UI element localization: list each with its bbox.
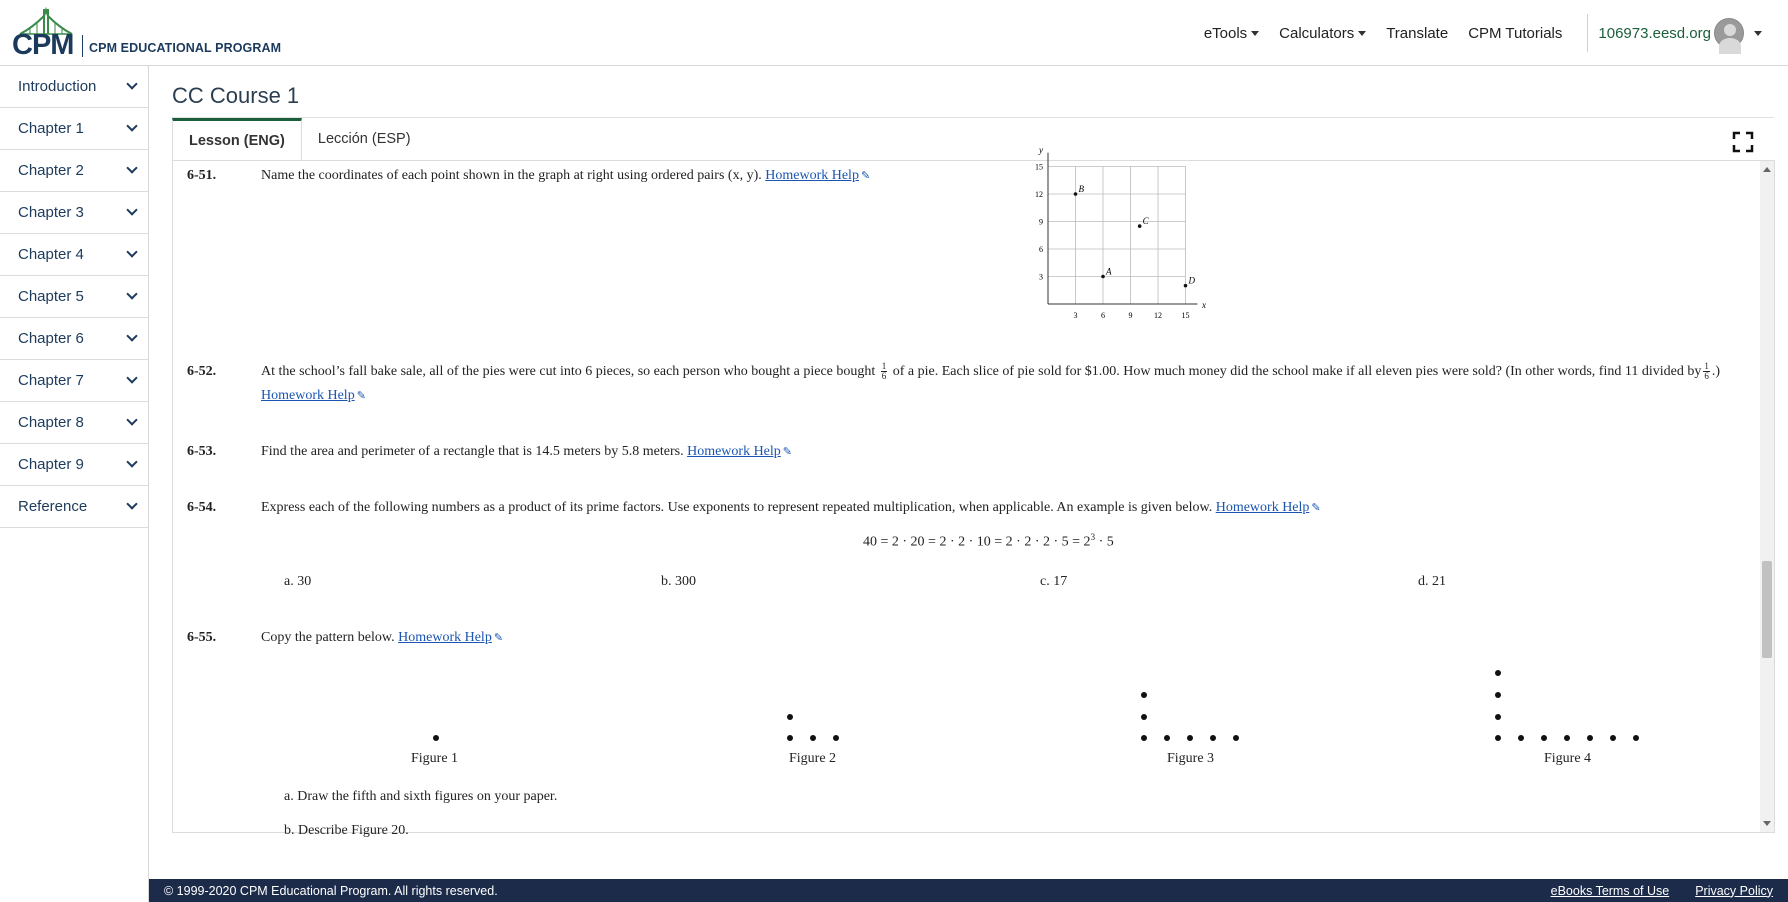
chevron-down-icon [126, 78, 137, 89]
x-tick-label: 12 [1154, 311, 1162, 320]
pattern-dot [1495, 714, 1501, 720]
logo-divider [82, 35, 83, 57]
graph-point-label: C [1142, 216, 1149, 227]
y-tick-label: 15 [1035, 162, 1043, 172]
graph-point-label: B [1078, 184, 1084, 194]
pattern-dot [1495, 735, 1501, 741]
problem-number: 6-51. [187, 168, 217, 183]
nav-calculators-label: Calculators [1279, 24, 1355, 42]
figure-label: Figure 3 [1167, 751, 1215, 766]
problem-6-52-text-d: .) [1711, 364, 1720, 379]
sidebar-item-chapter-5[interactable] [0, 276, 148, 318]
problem-text [261, 626, 503, 650]
part-b-text: b. Describe Figure 20. [284, 823, 409, 838]
problem-6-52-text-a: At the school’s fall bake sale, all of the pies were cut into 6 pieces, so each person who bought a piece bought [261, 364, 876, 379]
x-tick-label: 9 [1128, 311, 1133, 320]
pattern-dot [1187, 735, 1193, 741]
chapter-sidebar [0, 66, 149, 902]
sidebar-item-label: Chapter 6 [18, 330, 84, 347]
part-c: c. 17 [1040, 574, 1068, 589]
homework-help-label: Homework Help [261, 388, 355, 403]
example-equation: 40 = 2 · 20 = 2 · 2 · 10 = 2 · 2 · 2 · 5 = 2 [863, 534, 1091, 550]
chevron-down-icon [126, 120, 137, 131]
homework-help-label: Homework Help [687, 444, 781, 459]
scroll-thumb[interactable] [1762, 561, 1772, 658]
graph-point [1101, 275, 1105, 279]
figure-label: Figure 4 [1544, 751, 1592, 766]
part-b: b. 300 [661, 574, 696, 589]
problem-number: 6-54. [187, 500, 217, 515]
sidebar-item-chapter-8[interactable] [0, 402, 148, 444]
nav-calculators[interactable] [1279, 25, 1366, 42]
caret-down-icon [1358, 31, 1366, 36]
homework-help-label: Homework Help [398, 630, 492, 645]
pattern-dot [787, 714, 793, 720]
pattern-dot [1141, 714, 1147, 720]
scroll-down-arrow-icon[interactable] [1763, 821, 1771, 826]
sidebar-item-introduction[interactable] [0, 66, 148, 108]
tab-leccion-esp[interactable]: Lección (ESP) [317, 131, 411, 147]
homework-help-link[interactable] [765, 168, 870, 183]
figure-label: Figure 1 [411, 751, 459, 766]
problem-6-54-text: Express each of the following numbers as a product of its prime factors. Use exponents to represent repeated multiplication, when applicable. An example is given below. [261, 500, 1213, 515]
graph-point-label: A [1106, 266, 1112, 277]
sidebar-item-chapter-7[interactable] [0, 360, 148, 402]
pencil-icon: ✎ [782, 446, 792, 458]
chevron-down-icon [126, 162, 137, 173]
pattern-dot [1633, 735, 1639, 741]
account-menu[interactable] [1598, 18, 1762, 48]
pattern-dot [1141, 735, 1147, 741]
pattern-dot [1587, 735, 1593, 741]
lesson-tabs [172, 118, 427, 160]
pattern-dot [433, 735, 439, 741]
top-header [0, 0, 1788, 66]
homework-help-link[interactable] [398, 630, 503, 645]
graph-point [1184, 284, 1188, 288]
problem-6-53-text: Find the area and perimeter of a rectangle that is 14.5 meters by 5.8 meters. [261, 444, 684, 459]
pencil-icon: ✎ [493, 632, 504, 644]
nav-cpm-tutorials[interactable] [1468, 25, 1562, 42]
pattern-dot [833, 735, 839, 741]
fraction-numerator: 1 [1704, 361, 1709, 372]
problem-text [261, 496, 1321, 520]
pattern-dot [1233, 735, 1239, 741]
homework-help-link[interactable] [1216, 500, 1321, 515]
coordinate-graph [1008, 144, 1206, 334]
x-tick-label: 3 [1073, 311, 1078, 320]
logo-text: CPM EDUCATIONAL PROGRAM [89, 41, 282, 55]
pattern-dot [1164, 735, 1170, 741]
y-tick-label: 3 [1039, 272, 1043, 282]
chevron-down-icon [126, 456, 137, 467]
sidebar-item-label: Introduction [18, 78, 97, 95]
sidebar-item-label: Chapter 9 [18, 456, 84, 473]
copyright-text: © 1999-2020 CPM Educational Program. All rights reserved. [164, 883, 498, 898]
privacy-policy-link[interactable]: Privacy Policy [1695, 883, 1773, 898]
prime-factor-example [863, 532, 1114, 551]
problem-number: 6-55. [187, 630, 217, 645]
sidebar-item-chapter-6[interactable] [0, 318, 148, 360]
chevron-down-icon [126, 498, 137, 509]
chevron-down-icon [126, 372, 137, 383]
fraction-denominator: 6 [881, 371, 887, 382]
homework-help-link[interactable] [261, 388, 366, 403]
y-tick-label: 6 [1039, 245, 1043, 254]
pattern-dot [1210, 735, 1216, 741]
y-axis-label: y [1039, 144, 1043, 155]
problem-6-55-text: Copy the pattern below. [261, 630, 395, 645]
sidebar-item-reference[interactable] [0, 486, 148, 528]
ebooks-terms-link[interactable]: eBooks Terms of Use [1550, 883, 1670, 898]
chevron-down-icon [126, 204, 137, 215]
footer-links [1525, 884, 1773, 898]
avatar-icon [1714, 18, 1744, 48]
sidebar-item-label: Reference [18, 498, 88, 515]
caret-down-icon [1251, 31, 1259, 36]
pattern-dot [1518, 735, 1524, 741]
sidebar-item-label: Chapter 3 [18, 204, 84, 221]
nav-translate-label: Translate [1386, 24, 1449, 42]
sidebar-item-label: Chapter 7 [18, 372, 84, 389]
nav-etools-label: eTools [1203, 24, 1248, 42]
sidebar-item-chapter-2[interactable] [0, 150, 148, 192]
chevron-down-icon [126, 414, 137, 425]
nav-translate[interactable] [1386, 25, 1448, 42]
cpm-logo[interactable] [12, 6, 281, 60]
account-name: 106973.eesd.org [1598, 24, 1711, 42]
problem-6-52-text-c: divided by [1641, 364, 1702, 379]
problem-text [261, 360, 1751, 408]
sidebar-item-label: Chapter 2 [18, 162, 84, 179]
y-tick-label: 12 [1035, 190, 1043, 199]
nav-etools[interactable] [1204, 25, 1259, 42]
problem-number: 6-52. [187, 364, 217, 379]
problem-text [261, 440, 792, 464]
example-tail: · 5 [1095, 534, 1114, 550]
problem-6-52-text-b: of a pie. Each slice of pie sold for $1.00. How much money did the school make if all eleven pies were sold? (In other words, find 11 [892, 364, 1639, 379]
pattern-dot [1495, 670, 1501, 676]
part-a: a. 30 [284, 574, 312, 589]
fraction-one-sixth [881, 362, 888, 381]
fullscreen-icon[interactable] [1732, 131, 1754, 153]
footer [149, 879, 1788, 902]
homework-help-label: Homework Help [765, 168, 859, 183]
sidebar-item-chapter-4[interactable] [0, 234, 148, 276]
fraction-denominator: 6 [1704, 371, 1709, 382]
x-tick-label: 6 [1101, 311, 1105, 320]
graph-point-label: D [1188, 275, 1195, 286]
fraction-numerator: 1 [881, 361, 887, 372]
sidebar-item-chapter-9[interactable] [0, 444, 148, 486]
sidebar-item-label: Chapter 4 [18, 246, 84, 263]
nav-cpm-tutorials-label: CPM Tutorials [1468, 24, 1563, 42]
nav-divider [1587, 14, 1588, 52]
problem-6-51-text: Name the coordinates of each point shown in the graph at right using ordered pairs (x, y). [261, 168, 762, 183]
pattern-dot [1541, 735, 1547, 741]
sidebar-item-label: Chapter 1 [18, 120, 84, 137]
pencil-icon: ✎ [860, 170, 871, 182]
problem-text [261, 164, 870, 188]
bridge-logo-icon [12, 6, 74, 60]
homework-help-label: Homework Help [1215, 500, 1310, 515]
tab-lesson-eng[interactable]: Lesson (ENG) [172, 118, 302, 160]
sidebar-item-label: Chapter 8 [18, 414, 84, 431]
pencil-icon: ✎ [356, 390, 366, 402]
sidebar-item-chapter-1[interactable] [0, 108, 148, 150]
chevron-down-icon [126, 246, 137, 257]
example-exponent: 3 [1090, 532, 1096, 542]
logo-mark-text: CPM [12, 29, 74, 61]
pattern-dot [1564, 735, 1570, 741]
figure-label: Figure 2 [789, 751, 837, 766]
top-nav [1204, 22, 1788, 44]
pattern-dot [1610, 735, 1616, 741]
graph-point [1074, 192, 1078, 196]
lesson-content[interactable] [172, 144, 1775, 838]
x-tick-label: 15 [1181, 311, 1190, 320]
sidebar-item-chapter-3[interactable] [0, 192, 148, 234]
pencil-icon: ✎ [1311, 502, 1321, 514]
graph-point [1138, 224, 1142, 228]
homework-help-link[interactable] [687, 444, 792, 459]
content-scrollbar[interactable] [1760, 161, 1774, 832]
problem-number: 6-53. [187, 444, 217, 459]
x-axis-label: x [1202, 300, 1206, 310]
caret-down-icon [1754, 31, 1762, 36]
sidebar-item-label: Chapter 5 [18, 288, 84, 305]
page-title: CC Course 1 [172, 83, 300, 108]
part-d: d. 21 [1418, 574, 1446, 589]
chevron-down-icon [126, 288, 137, 299]
chevron-down-icon [126, 330, 137, 341]
part-a-text: a. Draw the fifth and sixth figures on your paper. [284, 789, 558, 804]
pattern-dot [810, 735, 816, 741]
y-tick-label: 9 [1039, 217, 1043, 227]
pattern-dot [1141, 692, 1147, 698]
pattern-dot [787, 735, 793, 741]
scroll-up-arrow-icon[interactable] [1763, 167, 1771, 172]
pattern-dot [1495, 692, 1501, 698]
fraction-one-sixth [1703, 362, 1710, 381]
